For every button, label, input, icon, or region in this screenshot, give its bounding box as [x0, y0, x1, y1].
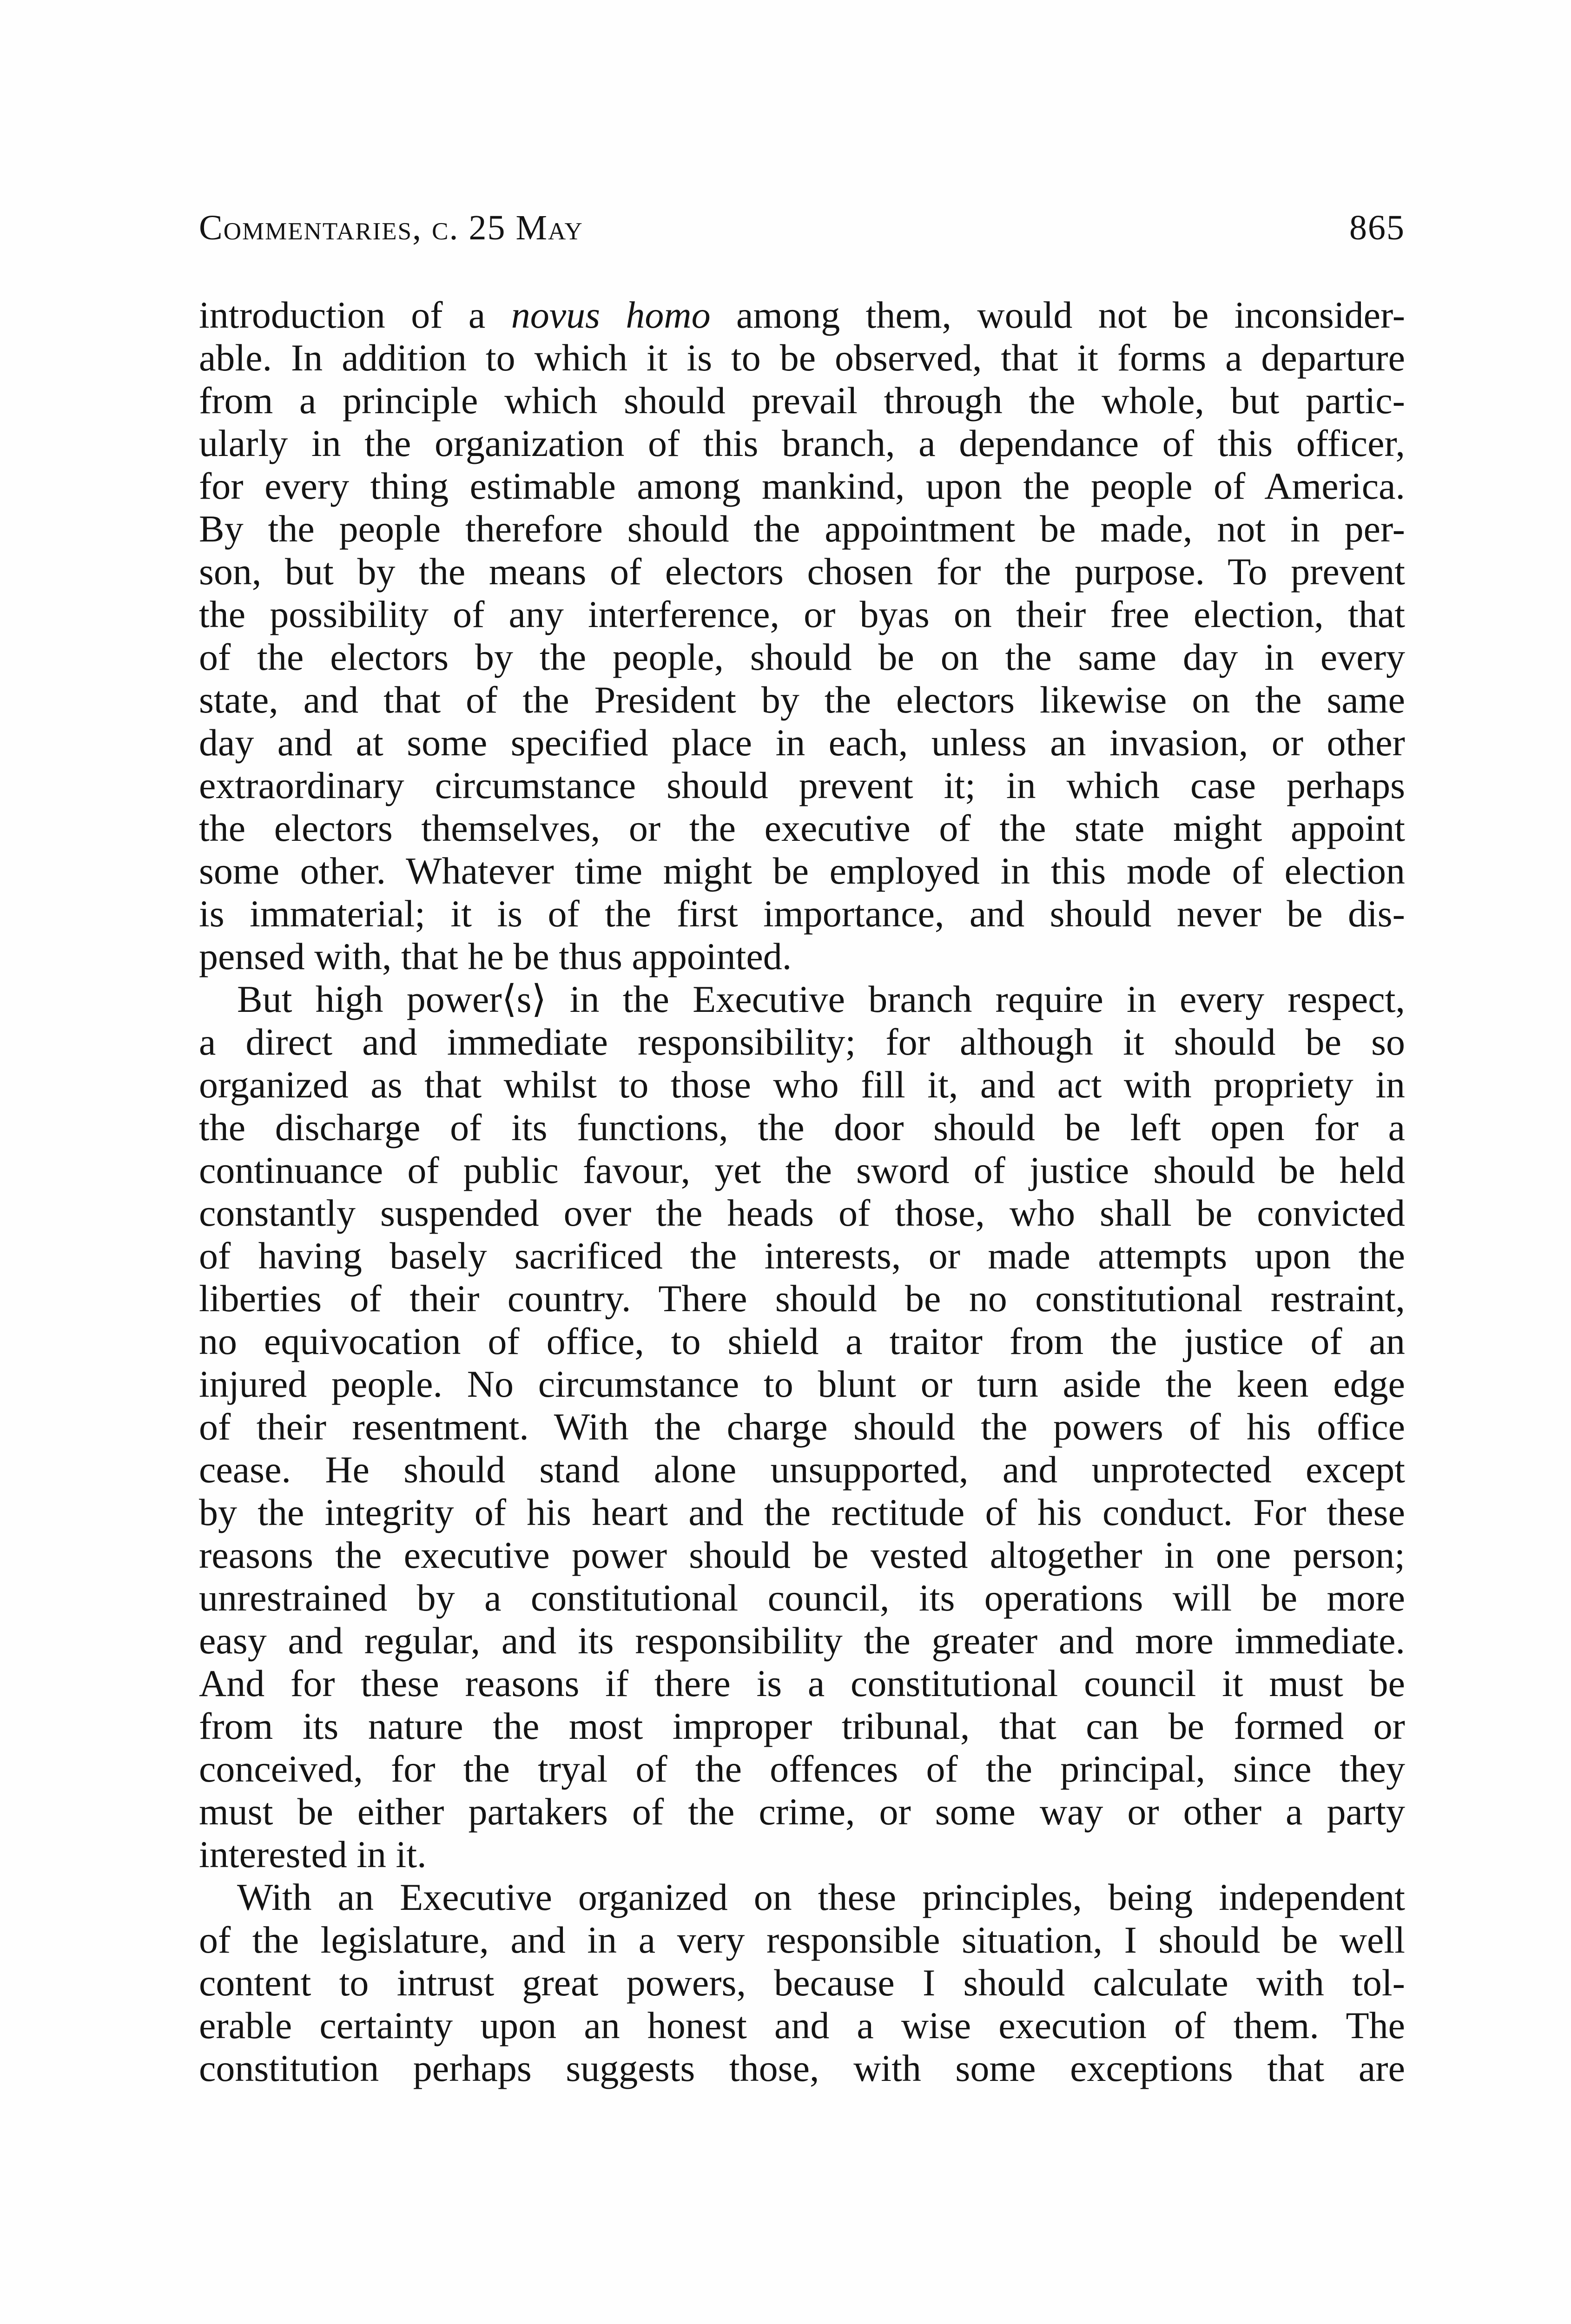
text-line: cease. He should stand alone unsupported, and unprotected except — [199, 1448, 1405, 1491]
text-line: of the legislature, and in a very responsible situation, I should be well — [199, 1919, 1405, 1961]
text-line: And for these reasons if there is a constitutional council it must be — [199, 1662, 1405, 1704]
text-line: son, but by the means of electors chosen for the purpose. To prevent — [199, 550, 1405, 593]
text-run: introduction of a — [199, 294, 511, 336]
text-line: content to intrust great powers, because I should calculate with tol- — [199, 1961, 1405, 2004]
text-line: day and at some specified place in each, unless an invasion, or other — [199, 721, 1405, 764]
text-line: easy and regular, and its responsibility the greater and more immediate. — [199, 1619, 1405, 1662]
text-block — [199, 294, 1405, 2090]
text-line: able. In addition to which it is to be observed, that it forms a departure — [199, 337, 1405, 379]
text-line: by the integrity of his heart and the rectitude of his conduct. For these — [199, 1491, 1405, 1533]
text-line: from its nature the most improper tribunal, that can be formed or — [199, 1705, 1405, 1747]
text-line: the discharge of its functions, the door should be left open for a — [199, 1106, 1405, 1149]
text-line: continuance of public favour, yet the sword of justice should be held — [199, 1149, 1405, 1191]
text-line: conceived, for the tryal of the offences of the principal, since they — [199, 1748, 1405, 1790]
text-line: for every thing estimable among mankind, upon the people of America. — [199, 465, 1405, 507]
text-line: state, and that of the President by the electors likewise on the same — [199, 679, 1405, 721]
text-line: unrestrained by a constitutional council, its operations will be more — [199, 1577, 1405, 1619]
text-line: of their resentment. With the charge should the powers of his office — [199, 1406, 1405, 1448]
text-line: no equivocation of office, to shield a traitor from the justice of an — [199, 1320, 1405, 1362]
text-line: injured people. No circumstance to blunt or turn aside the keen edge — [199, 1363, 1405, 1405]
running-head — [199, 205, 1405, 251]
text-line: a direct and immediate responsibility; for although it should be so — [199, 1021, 1405, 1063]
text-line: some other. Whatever time might be employed in this mode of election — [199, 850, 1405, 892]
text-line: from a principle which should prevail through the whole, but partic- — [199, 379, 1405, 422]
text-line: the possibility of any interference, or byas on their free election, that — [199, 593, 1405, 635]
italic-phrase: novus homo — [511, 294, 711, 336]
text-run: among them, would not be inconsider- — [710, 294, 1405, 336]
text-line: With an Executive organized on these principles, being independent — [237, 1876, 1405, 1918]
text-line — [199, 294, 1405, 337]
text-line: By the people therefore should the appointment be made, not in per- — [199, 508, 1405, 550]
text-line: liberties of their country. There should be no constitutional restraint, — [199, 1277, 1405, 1320]
text-line: constantly suspended over the heads of those, who shall be convicted — [199, 1192, 1405, 1234]
text-line: organized as that whilst to those who fill it, and act with propriety in — [199, 1063, 1405, 1106]
text-line: is immaterial; it is of the first importance, and should never be dis- — [199, 892, 1405, 935]
text-line: the electors themselves, or the executive of the state might appoint — [199, 807, 1405, 849]
text-line: interested in it. — [199, 1833, 427, 1875]
running-title: Commentaries, c. 25 May — [199, 208, 583, 247]
text-line: pensed with, that he be thus appointed. — [199, 935, 792, 977]
text-line: reasons the executive power should be vested altogether in one person; — [199, 1534, 1405, 1576]
text-line: erable certainty upon an honest and a wise execution of them. The — [199, 2004, 1405, 2047]
text-line: ularly in the organization of this branch, a dependance of this officer, — [199, 422, 1405, 464]
text-line: of the electors by the people, should be on the same day in every — [199, 636, 1405, 678]
page-number: 865 — [1349, 208, 1405, 247]
text-line: must be either partakers of the crime, or some way or other a party — [199, 1790, 1405, 1833]
text-line: extraordinary circumstance should prevent it; in which case perhaps — [199, 764, 1405, 806]
text-line: But high power⟨s⟩ in the Executive branch require in every respect, — [237, 978, 1405, 1020]
text-line: of having basely sacrificed the interests, or made attempts upon the — [199, 1235, 1405, 1277]
text-line: constitution perhaps suggests those, with some exceptions that are — [199, 2047, 1405, 2089]
